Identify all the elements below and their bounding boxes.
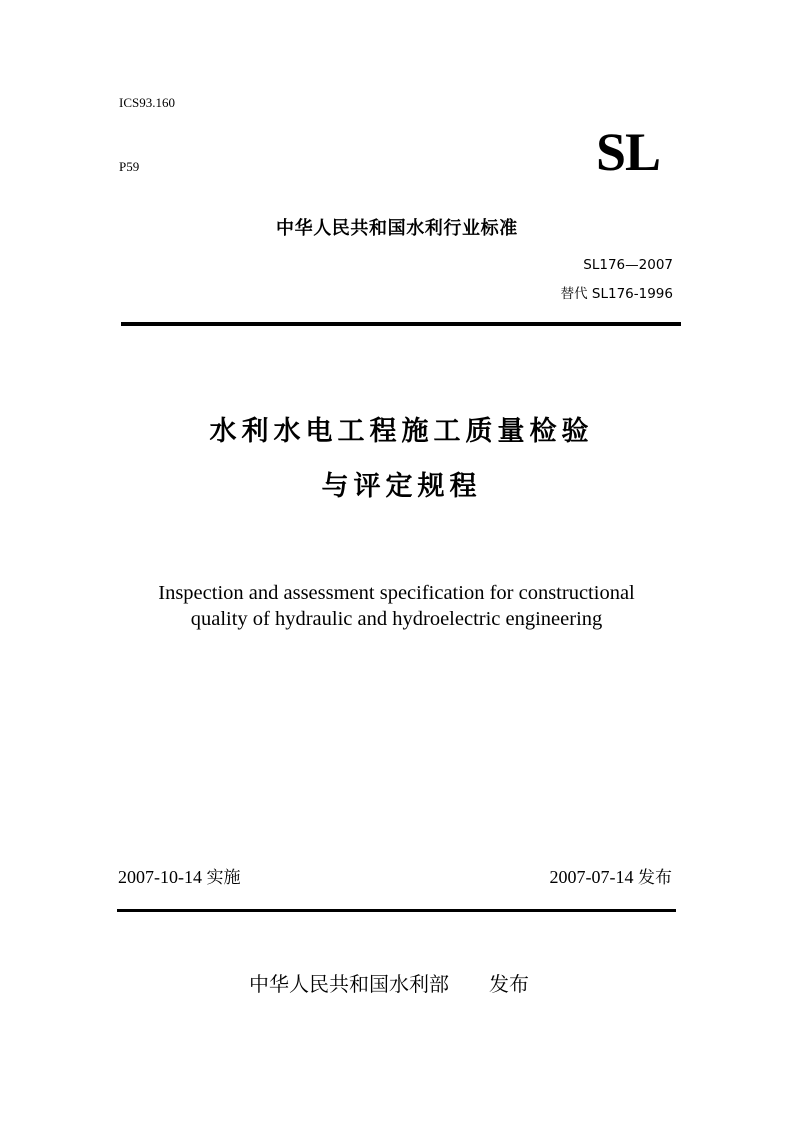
implementation-date xyxy=(118,865,241,890)
publication-label: 发布 xyxy=(638,868,672,888)
standard-number: SL176—2007 xyxy=(583,257,673,273)
publisher-name: 中华人民共和国水利部 xyxy=(249,972,449,996)
standard-category-title: 中华人民共和国水利行业标准 xyxy=(276,218,518,239)
title-zh-line-1: 水利水电工程施工质量检验 xyxy=(209,416,594,447)
ccs-code: P59 xyxy=(119,159,140,174)
implementation-label: 实施 xyxy=(206,868,241,888)
standard-mark-logo: SL xyxy=(596,122,661,182)
publication-date-value: 2007-07-14 xyxy=(549,867,634,887)
ics-code: ICS93.160 xyxy=(119,95,175,110)
implementation-date-value: 2007-10-14 xyxy=(118,867,202,887)
replaced-standard: 替代 SL176-1996 xyxy=(560,286,673,302)
publisher-action: 发布 xyxy=(489,972,529,996)
title-en-line-1: Inspection and assessment specification for constructional xyxy=(158,582,635,604)
top-divider xyxy=(121,322,681,326)
title-zh-line-2: 与评定规程 xyxy=(321,471,482,502)
publisher-line xyxy=(249,970,529,998)
publication-date xyxy=(550,865,673,890)
title-en-line-2: quality of hydraulic and hydroelectric engineering xyxy=(190,608,603,630)
bottom-divider xyxy=(117,909,676,912)
